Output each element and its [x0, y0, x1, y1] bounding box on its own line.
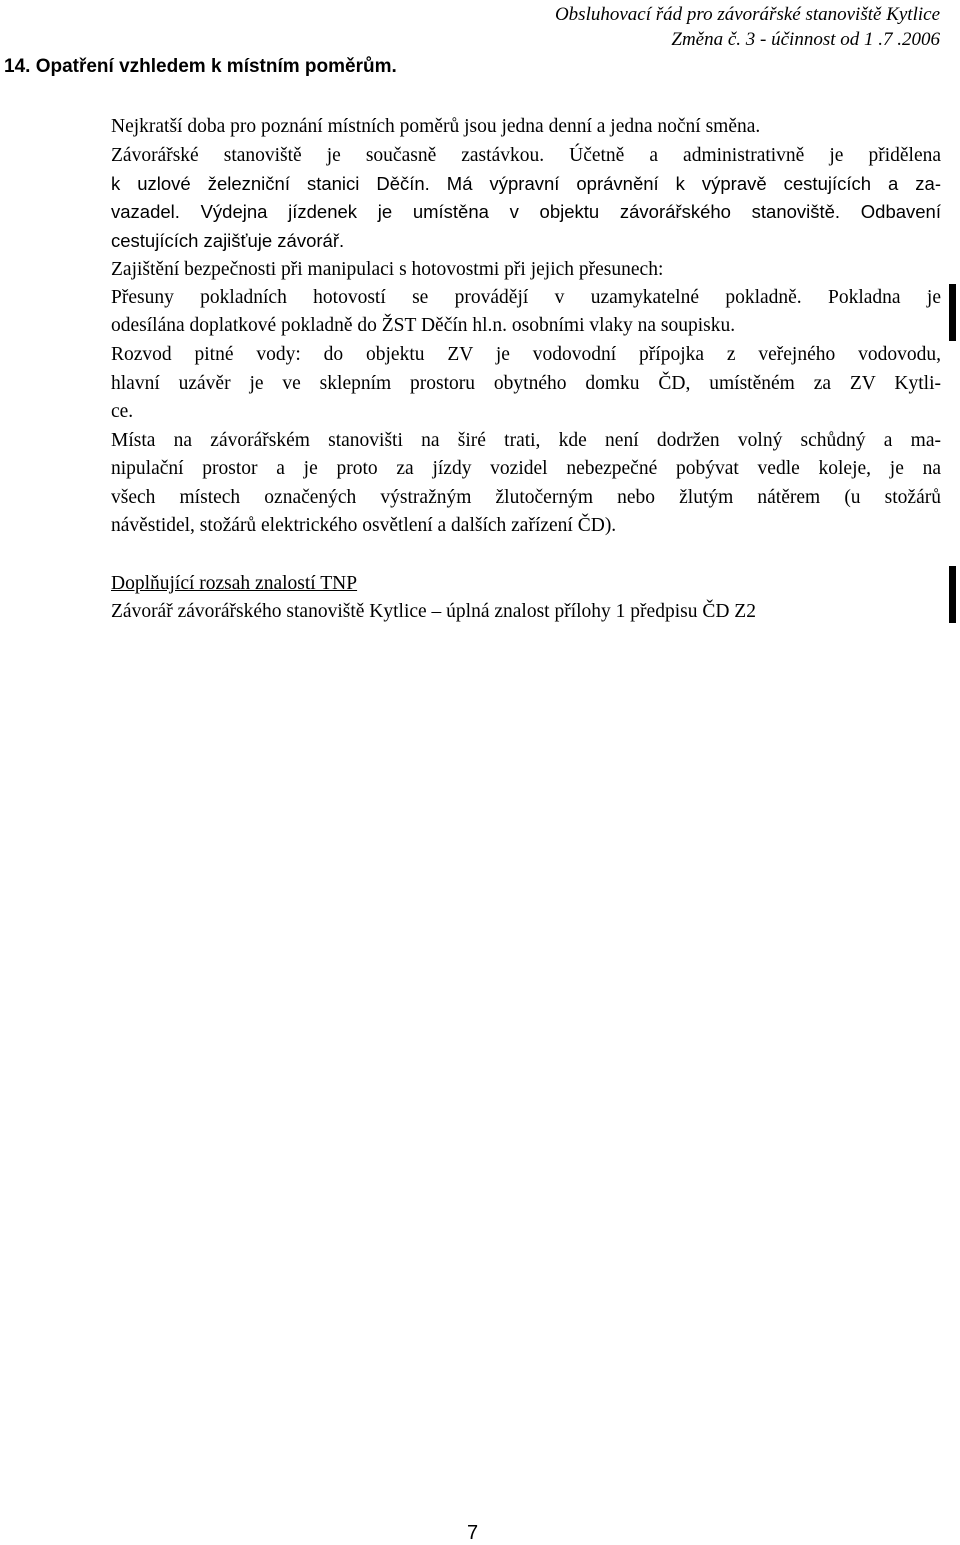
- change-bar: [949, 566, 956, 623]
- body-line: Nejkratší doba pro poznání místních poměrů jsou jedna denní a jedna noční směna.: [111, 116, 761, 137]
- body-line: cestujících zajišťuje závorář.: [111, 230, 345, 251]
- body-line: Rozvod pitné vody: do objektu ZV je vodovodní přípojka z veřejného vodovodu,: [111, 344, 941, 365]
- page-number: 7: [466, 1522, 479, 1544]
- body-line: všech místech označených výstražným žlutočerným nebo žlutým nátěrem (u stožárů: [111, 487, 941, 508]
- body-line: návěstidel, stožárů elektrického osvětlení a dalších zařízení ČD).: [111, 515, 617, 536]
- body-line: Přesuny pokladních hotovostí se provádějí v uzamykatelné pokladně. Pokladna je: [111, 287, 941, 308]
- header-amendment-info: Změna č. 3 - účinnost od 1 .7 .2006: [671, 29, 940, 50]
- body-line: vazadel. Výdejna jízdenek je umístěna v objektu závorářského stanoviště. Odbavení: [111, 201, 941, 222]
- body-line: ce.: [111, 401, 134, 422]
- body-line: hlavní uzávěr je ve sklepním prostoru obytného domku ČD, umístěném za ZV Kytli-: [111, 373, 941, 394]
- change-bar: [949, 284, 956, 341]
- document-header: [555, 2, 940, 52]
- body-line: Místa na závorářském stanovišti na širé trati, kde není dodržen volný schůdný a ma-: [111, 430, 941, 451]
- body-line: nipulační prostor a je proto za jízdy vozidel nebezpečné pobývat vedle koleje, je na: [111, 458, 941, 479]
- section-title: 14. Opatření vzhledem k místním poměrům.: [4, 56, 397, 77]
- tnp-text: Závorář závorářského stanoviště Kytlice – úplná znalost přílohy 1 předpisu ČD Z2: [111, 601, 756, 622]
- header-document-title: Obsluhovací řád pro závorářské stanoviště Kytlice: [554, 4, 940, 25]
- body-line: odesílána doplatkové pokladně do ŽST Děčín hl.n. osobními vlaky na soupisku.: [111, 315, 736, 336]
- body-line: Zajištění bezpečnosti při manipulaci s hotovostmi při jejich přesunech:: [111, 259, 664, 280]
- body-line: k uzlové železniční stanici Děčín. Má výpravní oprávnění k výpravě cestujících a za-: [111, 173, 941, 194]
- body-line: Závorářské stanoviště je současně zastávkou. Účetně a administrativně je přidělena: [111, 145, 941, 166]
- tnp-heading: Doplňující rozsah znalostí TNP: [111, 573, 358, 594]
